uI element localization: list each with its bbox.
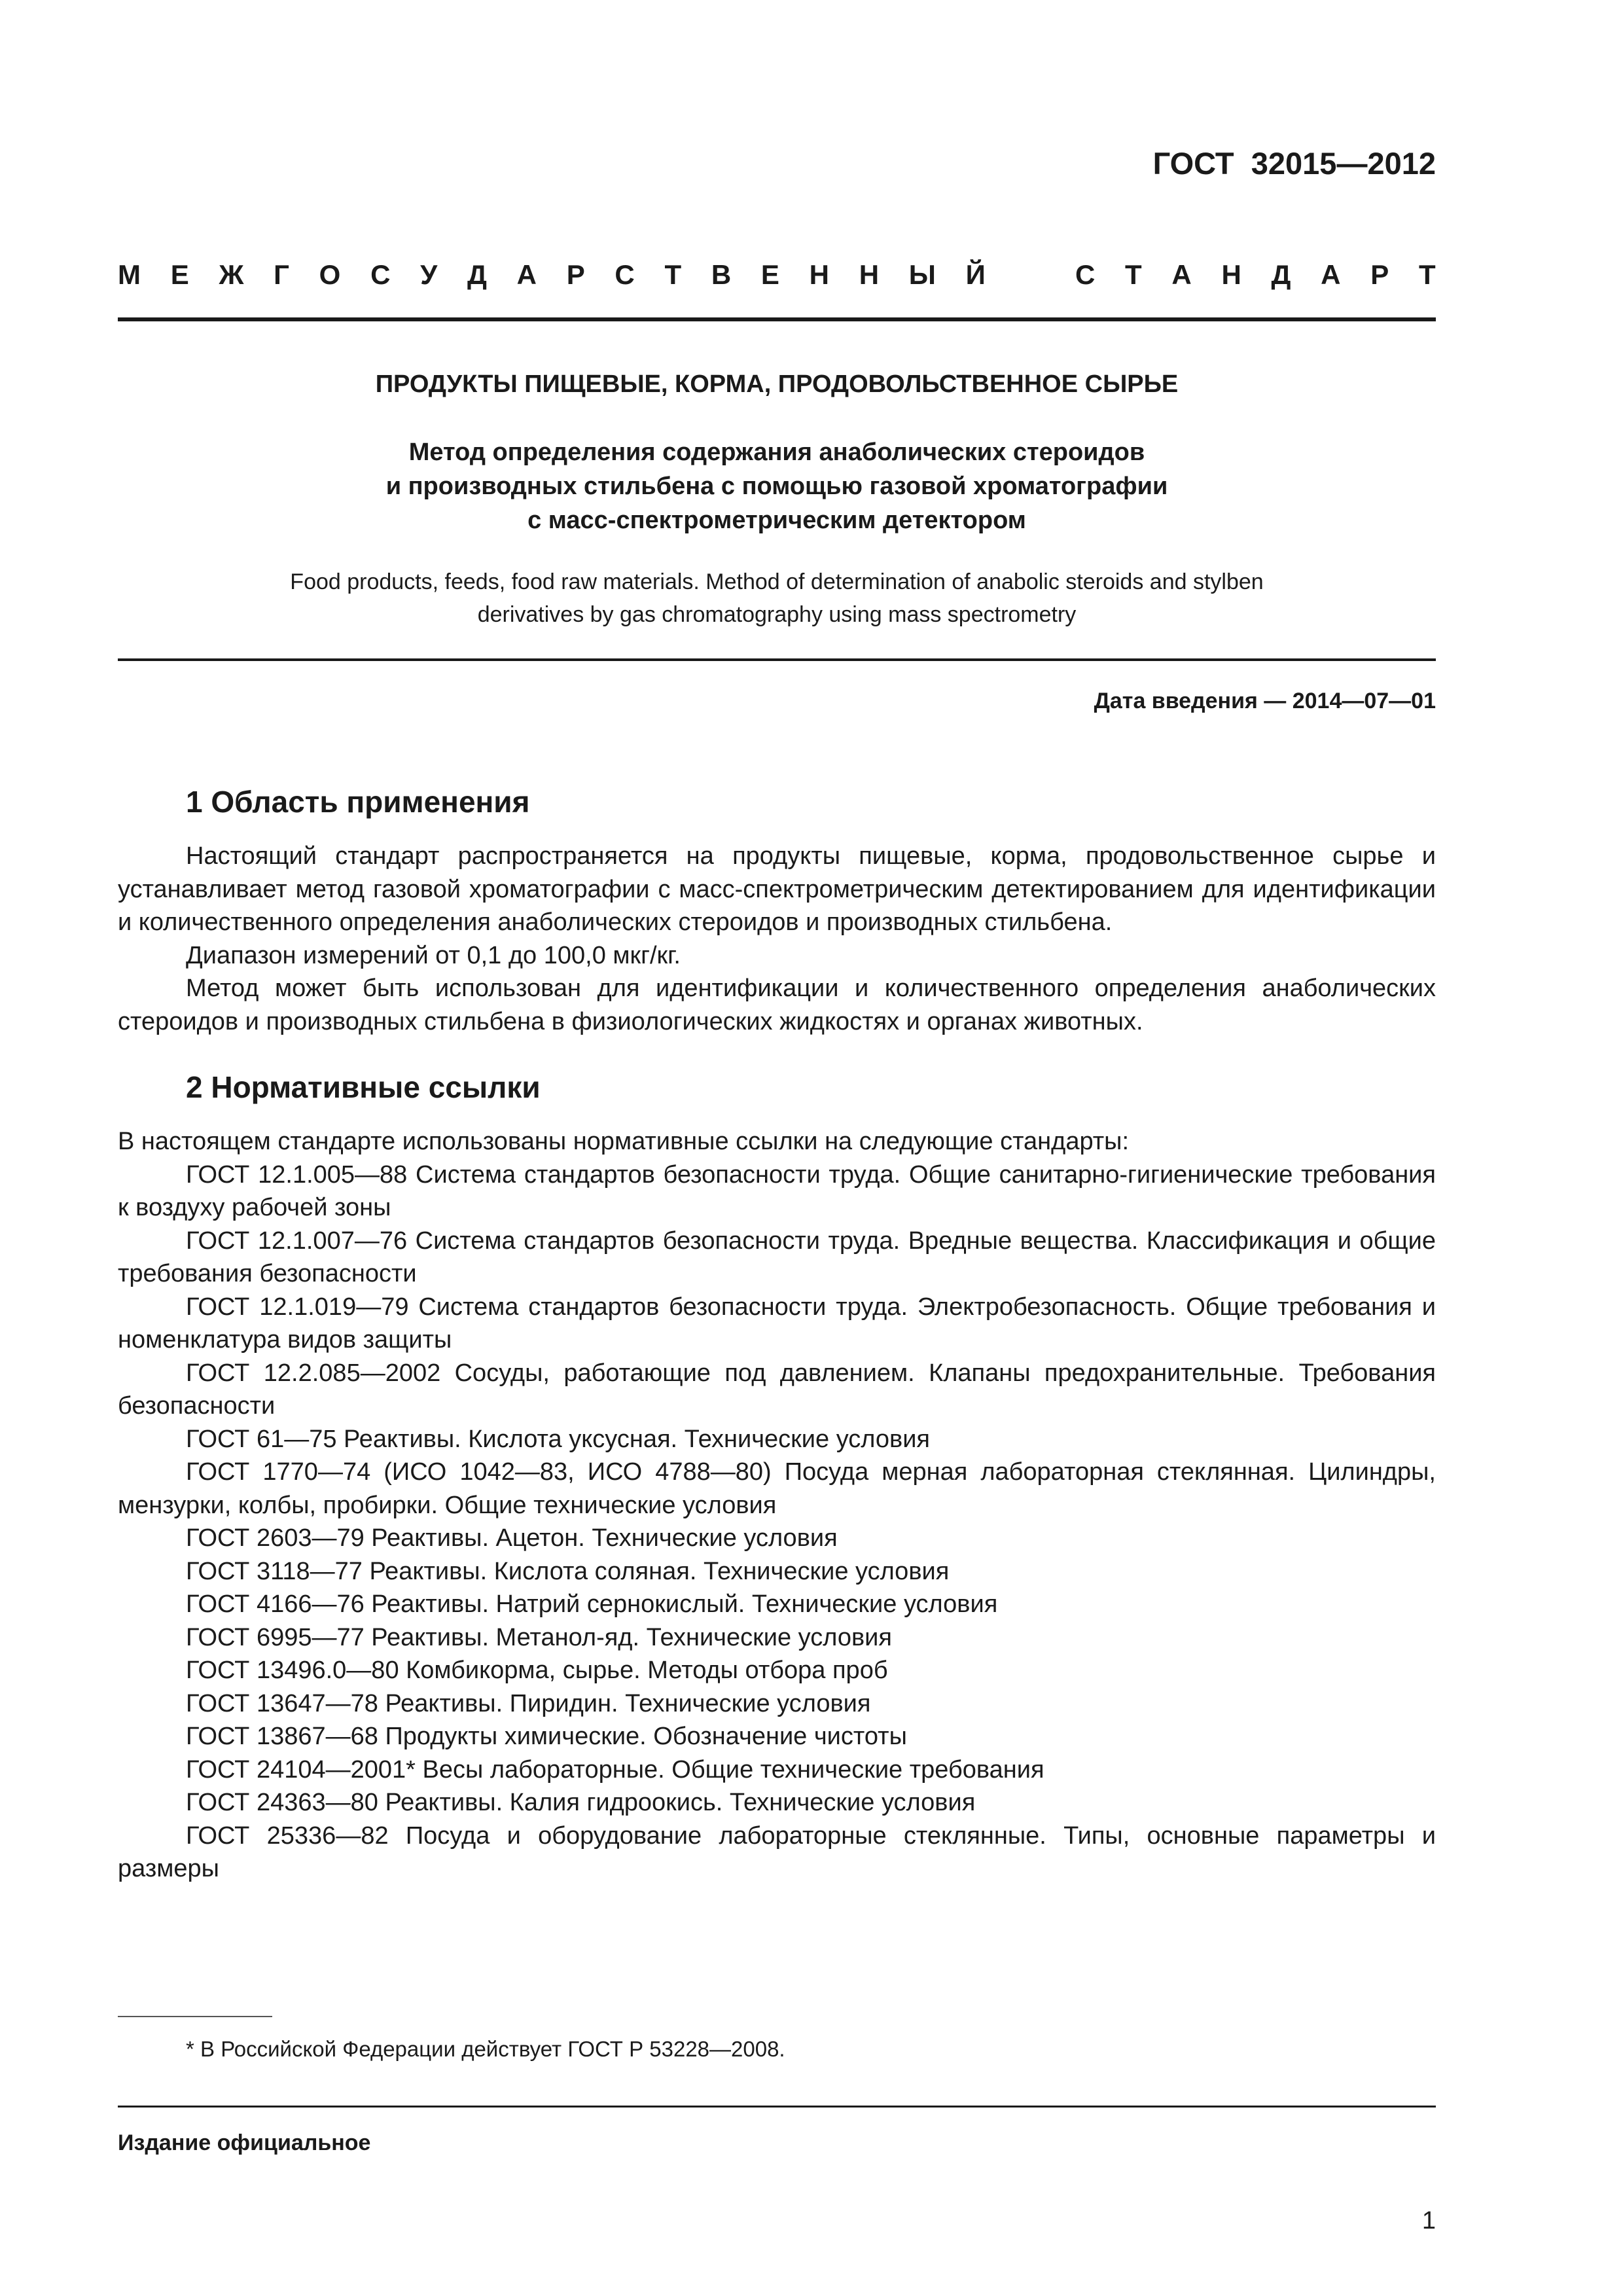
banner-letter: А <box>1171 259 1192 290</box>
banner-letter: Д <box>467 259 487 290</box>
paragraph: Метод может быть использован для идентификации и количественного определения анаболических стероидов и производных стильбена в физиологических жидкостях и органах животных. <box>118 975 1436 1035</box>
footer-divider <box>118 2106 1436 2108</box>
english-title-line: Food products, feeds, food raw materials. Method of determination of anabolic steroids and stylben <box>290 569 1264 594</box>
official-edition-label: Издание официальное <box>118 2130 371 2155</box>
banner-letter: С <box>1075 259 1096 290</box>
reference-item: ГОСТ 6995—77 Реактивы. Метанол-яд. Технические условия <box>186 1623 892 1651</box>
scope-section-body <box>118 840 1436 1038</box>
banner-letter: Д <box>1271 259 1291 290</box>
banner-letter: Н <box>1221 259 1241 290</box>
banner-letter: Т <box>1125 259 1142 290</box>
reference-item: ГОСТ 1770—74 (ИСО 1042—83, ИСО 4788—80) Посуда мерная лабораторная стеклянная. Цилиндры, мензурки, колбы, пробирки. Общие технические условия <box>118 1458 1436 1519</box>
reference-item: ГОСТ 4166—76 Реактивы. Натрий сернокислый. Технические условия <box>186 1590 998 1618</box>
reference-item: ГОСТ 12.1.019—79 Система стандартов безопасности труда. Электробезопасность. Общие требования и номенклатура видов защиты <box>118 1293 1436 1354</box>
document-title: ПРОДУКТЫ ПИЩЕВЫЕ, КОРМА, ПРОДОВОЛЬСТВЕННОЕ СЫРЬЕ <box>375 370 1179 398</box>
gost-number: ГОСТ 32015—2012 <box>1152 146 1436 181</box>
reference-item: ГОСТ 24363—80 Реактивы. Калия гидроокись. Технические условия <box>186 1789 976 1816</box>
english-title-line: derivatives by gas chromatography using mass spectrometry <box>477 602 1077 627</box>
banner-letter: Й <box>965 259 986 290</box>
banner-letter: А <box>1321 259 1341 290</box>
interstate-standard-banner <box>118 259 1436 291</box>
references-section-body <box>118 1125 1436 1886</box>
banner-letter: О <box>319 259 341 290</box>
reference-item: ГОСТ 13496.0—80 Комбикорма, сырье. Методы отбора проб <box>186 1657 888 1684</box>
reference-item: ГОСТ 3118—77 Реактивы. Кислота соляная. Технические условия <box>186 1557 950 1585</box>
reference-item: ГОСТ 13647—78 Реактивы. Пиридин. Технические условия <box>186 1689 871 1717</box>
banner-letter: Е <box>170 259 189 290</box>
subtitle-line: Метод определения содержания анаболических стероидов <box>408 439 1145 466</box>
banner-letter: У <box>420 259 438 290</box>
banner-letter: А <box>516 259 537 290</box>
english-title <box>118 565 1436 631</box>
section-heading-references: 2 Нормативные ссылки <box>186 1070 541 1104</box>
footnote: * В Российской Федерации действует ГОСТ Р 53228—2008. <box>186 2037 785 2061</box>
page-number: 1 <box>1421 2207 1436 2234</box>
banner-letter: С <box>615 259 635 290</box>
reference-item: ГОСТ 24104—2001* Весы лабораторные. Общие технические требования <box>186 1755 1044 1784</box>
paragraph: Настоящий стандарт распространяется на продукты пищевые, корма, продовольственное сырье и устанавливает метод газовой хроматографии с масс-спектрометрическим детектированием для идентификации и количественного определения анаболических стероидов и производных стильбена. <box>118 842 1436 936</box>
reference-item: ГОСТ 12.1.005—88 Система стандартов безопасности труда. Общие санитарно-гигиенические требования к воздуху рабочей зоны <box>118 1160 1436 1221</box>
banner-letter: Ы <box>908 259 936 290</box>
reference-item: ГОСТ 12.1.007—76 Система стандартов безопасности труда. Вредные вещества. Классификация и общие требования безопасности <box>118 1227 1436 1287</box>
banner-letter: С <box>370 259 391 290</box>
subtitle-line: и производных стильбена с помощью газовой хроматографии <box>385 473 1168 500</box>
header-divider <box>118 317 1436 321</box>
banner-letter: В <box>711 259 732 290</box>
banner-letter: Н <box>809 259 829 290</box>
reference-item: ГОСТ 61—75 Реактивы. Кислота уксусная. Технические условия <box>186 1425 931 1453</box>
paragraph: Диапазон измерений от 0,1 до 100,0 мкг/кг. <box>186 941 681 969</box>
subtitle-line: с масс-спектрометрическим детектором <box>527 507 1026 534</box>
document-subtitle <box>118 435 1436 537</box>
reference-item: ГОСТ 13867—68 Продукты химические. Обозначение чистоты <box>186 1723 907 1750</box>
banner-letter: Ж <box>219 259 244 290</box>
section-heading-scope: 1 Область применения <box>186 785 530 819</box>
banner-letter: Т <box>664 259 682 290</box>
title-divider <box>118 658 1436 661</box>
reference-item: ГОСТ 12.2.085—2002 Сосуды, работающие под давлением. Клапаны предохранительные. Требования безопасности <box>118 1359 1436 1420</box>
introduction-date: Дата введения — 2014—07—01 <box>1094 689 1436 713</box>
banner-letter: Н <box>859 259 880 290</box>
banner-letter: М <box>118 259 141 290</box>
banner-letter: Е <box>760 259 779 290</box>
banner-letter: Р <box>566 259 585 290</box>
footnote-divider <box>118 2016 272 2017</box>
banner-letter: Р <box>1370 259 1389 290</box>
banner-letter: Т <box>1418 259 1436 290</box>
reference-item: ГОСТ 2603—79 Реактивы. Ацетон. Технические условия <box>186 1524 838 1552</box>
banner-letter: Г <box>274 259 289 290</box>
references-intro: В настоящем стандарте использованы нормативные ссылки на следующие стандарты: <box>118 1128 1130 1155</box>
reference-item: ГОСТ 25336—82 Посуда и оборудование лабораторные стеклянные. Типы, основные параметры и размеры <box>118 1821 1436 1882</box>
